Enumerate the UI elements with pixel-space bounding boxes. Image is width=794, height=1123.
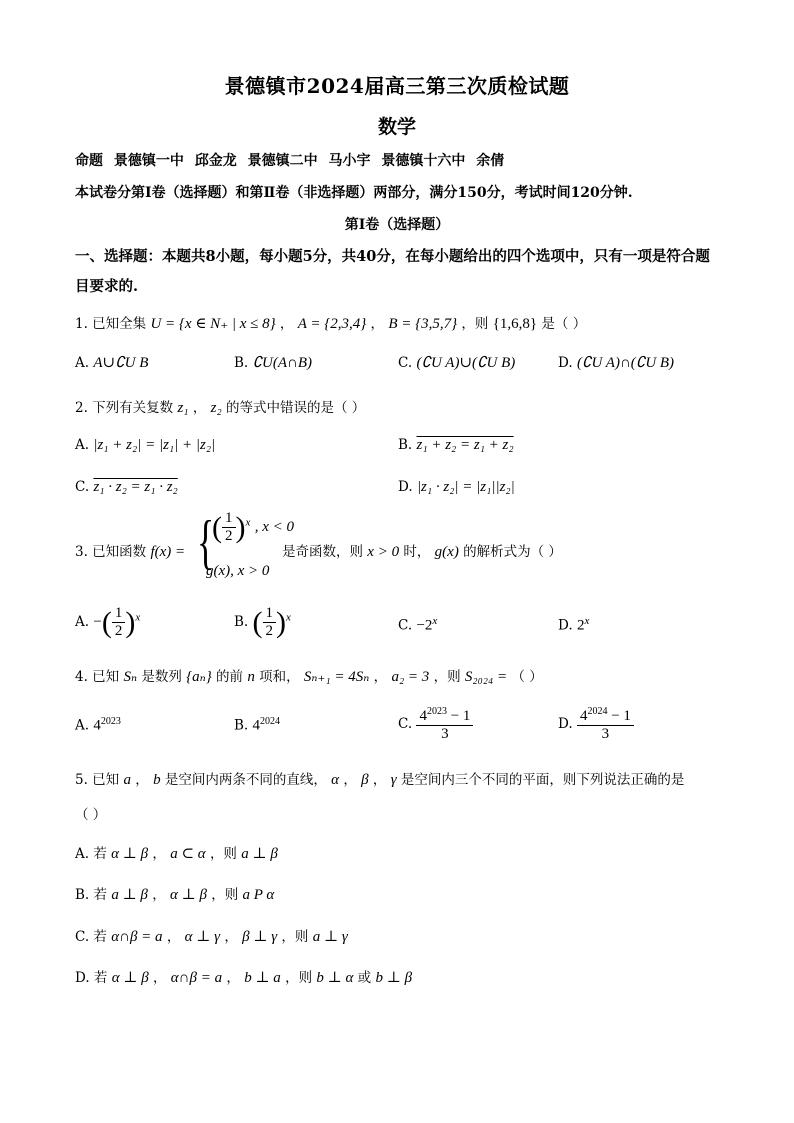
option-exp: x: [135, 611, 141, 624]
q3-ask: 的解析式为（ ）: [463, 544, 562, 560]
q1-set-b: B = {3,5,7}: [388, 316, 458, 332]
q5-ask-line: （ ）: [75, 807, 107, 823]
option-exp: x: [584, 615, 590, 627]
q1-target-set: {1,6,8}: [492, 316, 538, 332]
q2-option-d[interactable]: [398, 479, 515, 496]
option-expr: (∁U A)∩(∁U B): [576, 355, 675, 371]
option-letter: A.: [75, 355, 90, 371]
q1-option-c[interactable]: [398, 353, 515, 372]
q3-rparen: ): [235, 510, 246, 544]
frac-num: [416, 706, 473, 726]
q5-beta: β: [361, 772, 369, 788]
option-lead: D. 若: [75, 970, 108, 986]
option-then: ，则: [209, 846, 237, 862]
q4-ask: （ ）: [511, 669, 543, 685]
option-sep: ，: [152, 970, 167, 986]
option-expr: a ⊥ γ: [312, 929, 348, 945]
option-expr: a P α: [242, 887, 275, 903]
lparen: (: [101, 605, 112, 639]
q5-option-a[interactable]: [75, 842, 278, 863]
q4-n: n: [247, 669, 255, 685]
q4-recurrence: Sₙ₊₁ = 4Sₙ: [303, 669, 370, 685]
option-letter: B.: [234, 614, 249, 630]
q4-sn: Sₙ: [123, 669, 138, 685]
option-letter: C.: [398, 617, 413, 634]
option-then: ，则: [285, 970, 313, 986]
option-expr: z₁ · z₂ = z₁ · z₂: [93, 479, 178, 495]
q1-option-b[interactable]: [234, 353, 312, 372]
option-fraction: [416, 706, 473, 743]
option-expr: |z₁ · z₂| = |z₁||z₂|: [416, 479, 515, 495]
q3-cond-2: g(x), x > 0: [206, 563, 270, 579]
option-sep: ，: [226, 970, 240, 986]
option-exp: 2023: [100, 716, 121, 727]
option-expr: β ⊥ γ: [242, 929, 278, 945]
option-fraction: [577, 706, 634, 743]
q3-fraction: [222, 510, 236, 545]
q1-sep2: ，: [370, 316, 385, 332]
q1-set-a: A = {2,3,4}: [297, 316, 367, 332]
q1-ask: 是（ ）: [541, 316, 587, 332]
q4-option-a[interactable]: [75, 716, 121, 735]
q4-s2024: S₂₀₂₄ =: [464, 669, 508, 685]
option-base: 4: [93, 717, 101, 734]
q5-text: 5. 已知: [75, 772, 120, 788]
q2-sep: ，: [192, 400, 207, 416]
q2-option-a[interactable]: [75, 437, 215, 454]
option-fraction: [112, 605, 126, 640]
q5-option-b[interactable]: [75, 883, 274, 904]
num-base: 4: [579, 708, 588, 724]
option-letter: D.: [558, 617, 573, 634]
option-lead: A. 若: [75, 846, 107, 862]
option-letter: C.: [75, 479, 90, 495]
exam-note: 本试卷分第Ⅰ卷（选择题）和第Ⅱ卷（非选择题）两部分，满分150分，考试时间120分钟.: [75, 185, 633, 201]
q3-gx: g(x): [434, 544, 459, 560]
q3-xpos: x > 0: [367, 544, 400, 560]
option-expr: |z₁ + z₂| = |z₁| + |z₂|: [93, 437, 216, 453]
option-letter: B.: [234, 717, 249, 734]
option-letter: D.: [558, 716, 573, 732]
q4-a2: a₂ = 3: [391, 669, 430, 685]
option-expr: A∪∁U B: [93, 355, 149, 371]
exam-title: 景德镇市2024届高三第三次质检试题: [224, 74, 570, 98]
q4-option-b[interactable]: [234, 716, 280, 735]
author-line: 命题 景德镇一中 邱金龙 景德镇二中 马小宇 景德镇十六中 余倩: [75, 153, 505, 169]
q2-z2: z₂: [210, 400, 222, 416]
q3-text-3: 时，: [403, 544, 431, 560]
q1-option-d[interactable]: [558, 353, 674, 372]
frac-num: [577, 706, 634, 726]
q3-lparen: (: [212, 510, 222, 544]
q3-exp: x: [245, 516, 251, 529]
option-letter: B.: [398, 437, 413, 453]
question-1-stem: [75, 312, 586, 333]
option-letter: A.: [75, 614, 90, 630]
q3-frac-num: 1: [222, 510, 236, 528]
q5-alpha: α: [331, 772, 340, 788]
q2-option-c[interactable]: [75, 479, 178, 496]
question-5-stem: [75, 768, 684, 789]
option-expr: α ⊥ β: [111, 846, 149, 862]
option-expr: z₁ + z₂ = z₁ + z₂: [416, 437, 514, 453]
q3-option-d[interactable]: [558, 615, 589, 635]
q5-sep: ，: [372, 772, 387, 788]
q4-then: ，则: [433, 669, 461, 685]
part-heading: 第Ⅰ卷（选择题）: [344, 217, 450, 233]
num-base: 4: [419, 708, 427, 724]
option-expr: α ⊥ β: [111, 970, 149, 986]
num-exp: 2024: [587, 706, 608, 717]
q4-option-d[interactable]: [558, 706, 634, 743]
q2-z1: z₁: [177, 400, 189, 416]
option-letter: D.: [558, 355, 573, 371]
q3-option-b[interactable]: [234, 605, 291, 640]
option-sep: ，: [224, 929, 238, 945]
q3-cond-1: , x < 0: [254, 519, 294, 535]
option-or: 或: [357, 970, 372, 986]
rparen: ): [125, 605, 136, 639]
q1-sep1: ，: [279, 316, 294, 332]
option-expr: ∁U(A∩B): [252, 355, 313, 371]
option-lead: C. 若: [75, 929, 107, 945]
q5-sep: ，: [135, 772, 149, 788]
q3-case-2: [206, 563, 269, 580]
option-base: 4: [252, 717, 261, 734]
option-sep: ，: [166, 929, 181, 945]
q3-frac-den: 2: [225, 528, 233, 544]
q4-an: {aₙ}: [186, 669, 212, 685]
q2-ask: 的等式中错误的是（ ）: [225, 400, 366, 416]
num-exp: 2023: [426, 706, 447, 717]
option-sep: ，: [152, 846, 166, 862]
option-expr: a ⊥ β: [241, 846, 278, 862]
question-4-stem: [75, 665, 543, 686]
q4-option-c[interactable]: [398, 706, 473, 743]
option-letter: D.: [398, 479, 413, 495]
option-then: ，则: [211, 887, 239, 903]
option-expr: a ⊂ α: [170, 846, 206, 862]
option-expr: a ⊥ β: [111, 887, 148, 903]
q4-text: 4. 已知: [75, 669, 120, 685]
option-expr: α∩β = a: [170, 970, 223, 986]
lparen: (: [252, 605, 263, 639]
frac-den: 2: [114, 623, 123, 639]
q5-option-d[interactable]: [75, 966, 412, 987]
option-exp: x: [432, 615, 438, 627]
frac-num: 1: [263, 605, 277, 623]
q5-gamma: γ: [390, 772, 397, 788]
option-exp: x: [286, 611, 291, 624]
frac-den: 3: [441, 726, 449, 742]
q4-text-3: 的前: [216, 669, 244, 685]
q3-text: 3. 已知函数: [75, 544, 147, 560]
option-base: 2: [576, 617, 585, 634]
option-lead: B. 若: [75, 887, 108, 903]
option-expr: (∁U A)∪(∁U B): [416, 355, 516, 371]
num-minus: − 1: [446, 708, 471, 724]
option-fraction: [263, 605, 277, 640]
q1-set-u: U = {x ∈ N₊ | x ≤ 8}: [150, 316, 276, 332]
q5-b: b: [153, 772, 161, 788]
q5-a: a: [123, 772, 131, 788]
section-heading: 一、选择题：本题共8小题，每小题5分，共40分，在每小题给出的四个选项中，只有一项是符合题目要求的.: [75, 248, 710, 295]
frac-den: 3: [601, 726, 610, 742]
question-2-stem: [75, 396, 365, 417]
option-expr: α∩β = a: [111, 929, 163, 945]
exam-subject: 数学: [377, 116, 416, 138]
option-expr: b ⊥ β: [375, 970, 413, 986]
option-expr: α ⊥ γ: [184, 929, 221, 945]
option-expr: α ⊥ β: [169, 887, 207, 903]
option-expr: b ⊥ α: [316, 970, 354, 986]
option-sep: ，: [152, 887, 166, 903]
q4-sep: ，: [373, 669, 388, 685]
q4-text-4: 项和，: [259, 669, 300, 685]
q5-text-3: 是空间内三个不同的平面，则下列说法正确的是: [400, 772, 685, 788]
question-3-stem-intro: [75, 540, 185, 561]
question-3-stem-rest: [282, 540, 562, 561]
option-sign: −: [93, 614, 102, 630]
option-letter: C.: [398, 355, 413, 371]
q5-text-2: 是空间内两条不同的直线，: [164, 772, 327, 788]
rparen: ): [276, 605, 287, 639]
q1-option-a[interactable]: [75, 353, 148, 372]
option-exp: 2024: [260, 716, 281, 727]
option-then: ，则: [281, 929, 309, 945]
q4-text-2: 是数列: [141, 669, 182, 685]
q2-option-b[interactable]: [398, 437, 514, 454]
option-expr: b ⊥ a: [244, 970, 281, 986]
q3-brace-icon: {: [197, 509, 215, 575]
q3-text-2: 是奇函数，则: [282, 544, 363, 560]
frac-den: 2: [265, 623, 274, 639]
option-letter: C.: [398, 716, 413, 732]
q5-option-c[interactable]: [75, 925, 348, 946]
option-letter: A.: [75, 437, 90, 453]
q3-option-a[interactable]: [75, 605, 140, 640]
q2-text: 2. 下列有关复数: [75, 400, 174, 416]
q1-text: 1. 已知全集: [75, 316, 147, 332]
num-minus: − 1: [607, 708, 631, 724]
option-letter: B.: [234, 355, 249, 371]
q3-fx: f(x) =: [150, 544, 186, 560]
q3-option-c[interactable]: [398, 615, 437, 635]
option-base: −2: [416, 617, 433, 634]
q1-then: ，则: [461, 316, 489, 332]
frac-num: 1: [112, 605, 126, 623]
q5-sep: ，: [343, 772, 357, 788]
option-letter: A.: [75, 717, 90, 734]
